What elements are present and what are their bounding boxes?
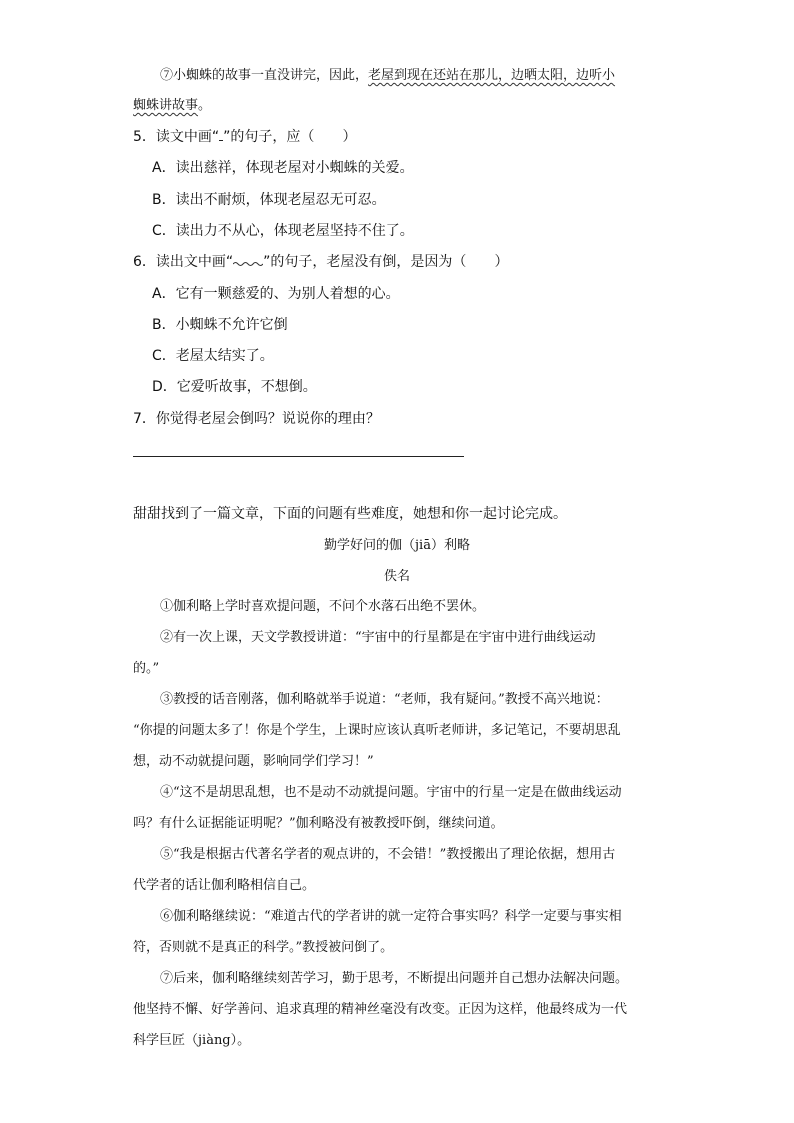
q6-stem-a: 6．读出文中画“ — [133, 254, 234, 270]
question-5-stem — [133, 127, 356, 147]
passage2-line: “你提的问题太多了！你是个学生，上课时应该认真听老师讲，多记笔记，不要胡思乱 — [133, 723, 621, 738]
q6-option-c[interactable]: C．老屋太结实了。 — [152, 348, 274, 364]
q5-option-b[interactable]: B．读出不耐烦，体现老屋忍无可忍。 — [152, 192, 386, 208]
q6-option-d[interactable]: D．它爱听故事，不想倒。 — [152, 379, 317, 395]
question-6-stem — [133, 252, 508, 272]
q5-option-a[interactable]: A．读出慈祥，体现老屋对小蜘蛛的关爱。 — [152, 160, 414, 176]
passage1-para7-line2 — [133, 96, 211, 116]
passage2-line: 代学者的话让伽利略相信自己。 — [133, 878, 316, 893]
passage2-line: 吗？有什么证据能证明呢？”伽利略没有被教授吓倒，继续问道。 — [133, 816, 504, 831]
passage2-line: 符，否则就不是真正的科学。”教授被问倒了。 — [133, 940, 394, 955]
q5-option-c[interactable]: C．读出力不从心，体现老屋坚持不住了。 — [152, 223, 414, 239]
para7-wavy-text: 老屋到现在还站在那儿，边晒太阳，边听小 — [368, 68, 616, 83]
answer-line[interactable] — [133, 456, 464, 457]
q5-stem-a: 5．读文中画“ — [133, 129, 220, 145]
para7-end: 。 — [198, 98, 212, 113]
para7-prefix: ⑦小蜘蛛的故事一直没讲完，因此， — [160, 68, 369, 83]
passage1-para7-line1 — [160, 66, 615, 86]
passage2-intro: 甜甜找到了一篇文章，下面的问题有些难度，她想和你一起讨论完成。 — [133, 506, 567, 522]
passage2-line: ⑥伽利略继续说：“难道古代的学者讲的就一定符合事实吗？科学一定要与事实相 — [160, 909, 622, 924]
para7-wavy-text-cont: 蜘蛛讲故事 — [133, 98, 199, 113]
passage2-line: ⑦后来，伽利略继续刻苦学习，勤于思考，不断提出问题并自己想办法解决问题。 — [160, 971, 629, 986]
passage2-author: 佚名 — [383, 569, 410, 584]
passage2-line: ⑤“我是根据古代著名学者的观点讲的，不会错！”教授搬出了理论依据，想用古 — [160, 847, 616, 862]
passage2-line: ①伽利略上学时喜欢提问题，不问个水落石出绝不罢休。 — [160, 599, 486, 614]
q6-stem-c: ） — [494, 254, 509, 270]
q6-option-b[interactable]: B．小蜘蛛不允许它倒 — [152, 317, 288, 333]
passage2-title: 勤学好问的伽（jiā）利略 — [324, 538, 470, 553]
question-7-stem: 7．你觉得老屋会倒吗？说说你的理由？ — [133, 411, 380, 427]
q6-stem-b: ”的句子，老屋没有倒，是因为（ — [263, 254, 467, 270]
passage2-line: 他坚持不懈、好学善问、追求真理的精神丝毫没有改变。正因为这样，他最终成为一代 — [133, 1002, 628, 1017]
wavy-underline-mark-icon — [233, 256, 263, 266]
passage2-line: ②有一次上课，天文学教授讲道：“宇宙中的行星都是在宇宙中进行曲线运动 — [160, 630, 596, 645]
passage2-line: 科学巨匠（jiàng）。 — [133, 1033, 251, 1048]
q6-option-a[interactable]: A．它有一颗慈爱的、为别人着想的心。 — [152, 286, 400, 302]
q5-stem-c: ） — [342, 129, 357, 145]
passage2-line: ③教授的话音刚落，伽利略就举手说道：“老师，我有疑问。”教授不高兴地说： — [160, 692, 609, 707]
q5-stem-b: ”的句子，应（ — [223, 129, 315, 145]
passage2-line: ④“这不是胡思乱想，也不是动不动就提问题。宇宙中的行星一定是在做曲线运动 — [160, 785, 622, 800]
passage2-line: 的。” — [133, 661, 160, 676]
passage2-line: 想，动不动就提问题，影响同学们学习！” — [133, 754, 374, 769]
